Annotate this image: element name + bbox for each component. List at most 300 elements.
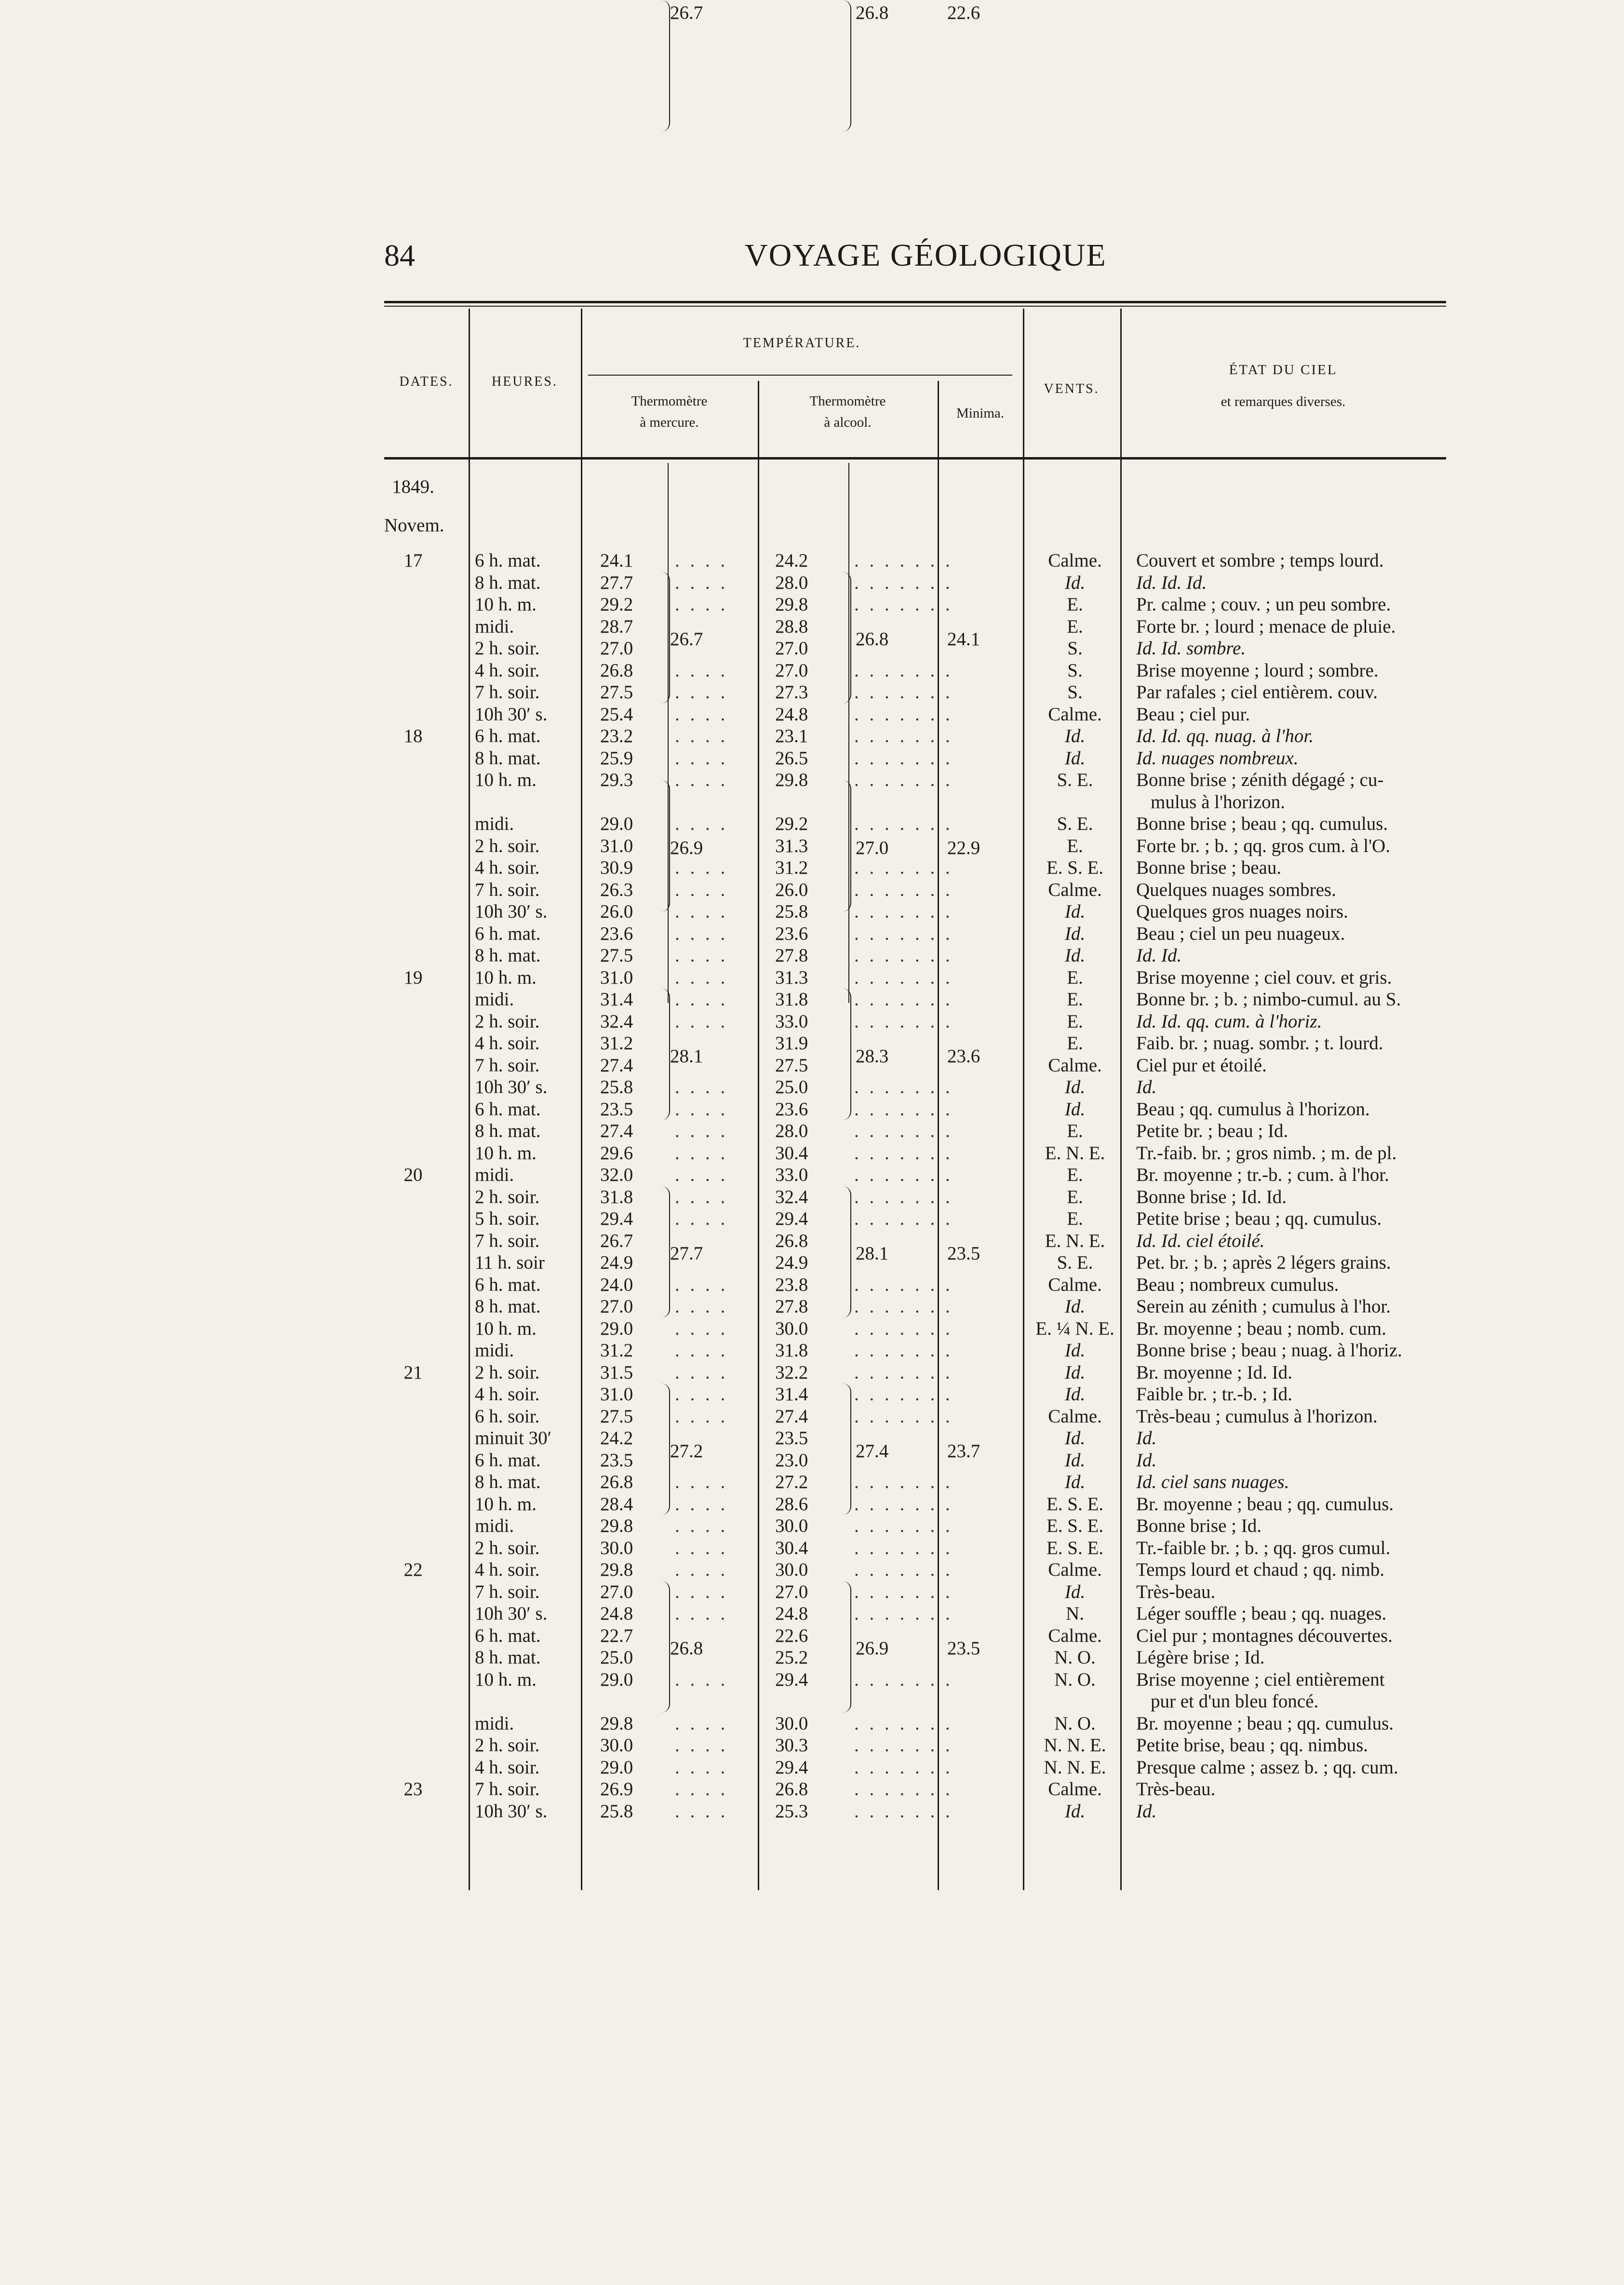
- cell: 7 h. soir.: [475, 1055, 540, 1076]
- leader-dots: . . . .: [675, 1340, 728, 1361]
- cell: midi.: [475, 1713, 514, 1734]
- leader-dots: . . . .: [675, 1472, 728, 1492]
- daily-mean-mercure: 26.8: [670, 1638, 703, 1659]
- cell: 25.0: [600, 1647, 633, 1668]
- cell: Calme.: [1048, 1625, 1102, 1646]
- cell: S.: [1067, 638, 1083, 659]
- brace: [843, 1186, 851, 1318]
- daily-mean-alcool: 28.1: [856, 1243, 889, 1264]
- cell: 25.8: [600, 1077, 633, 1097]
- cell: 24.1: [600, 550, 633, 571]
- leader-dots: . . . .: [675, 1515, 728, 1536]
- leader-dots: . . . .: [675, 813, 728, 834]
- cell: 26.5: [775, 747, 808, 769]
- cell: E.: [1067, 594, 1083, 615]
- cell: Br. moyenne ; tr.-b. ; cum. à l'hor.: [1136, 1164, 1389, 1185]
- cell: S. E.: [1057, 1252, 1093, 1273]
- cell: 31.4: [775, 1384, 808, 1405]
- cell: 33.0: [775, 1011, 808, 1032]
- leader-dots: . . . . . . .: [854, 813, 953, 834]
- leader-dots: . . . . . . .: [854, 1472, 953, 1492]
- leader-dots: . . . . . . .: [854, 1362, 953, 1383]
- cell: N.: [1066, 1603, 1084, 1624]
- cell: 8 h. mat.: [475, 572, 541, 593]
- leader-dots: . . . .: [675, 703, 728, 725]
- cell: midi.: [475, 1164, 514, 1185]
- header-vents: VENTS.: [1044, 381, 1100, 396]
- cell: 10 h. m.: [475, 967, 537, 988]
- cell: S.: [1067, 682, 1083, 703]
- cell: 4 h. soir.: [475, 660, 540, 681]
- cell: 7 h. soir.: [475, 1230, 540, 1251]
- cell: 6 h. mat.: [475, 1449, 541, 1471]
- header-minima: Minima.: [956, 406, 1005, 421]
- leader-dots: . . . .: [675, 1559, 728, 1580]
- brace: [843, 988, 851, 1120]
- leader-dots: . . . . . . .: [854, 572, 953, 593]
- cell: 6 h. mat.: [475, 1625, 541, 1646]
- cell: E.: [1067, 967, 1083, 988]
- cell: 22.6: [775, 1625, 808, 1646]
- leader-dots: . . . . . . .: [854, 923, 953, 944]
- daily-mean-minima: 23.5: [947, 1243, 980, 1264]
- cell: 32.0: [600, 1164, 633, 1185]
- cell: 24.2: [600, 1428, 633, 1448]
- cell: E.: [1067, 989, 1083, 1010]
- leader-dots: . . . . . . .: [854, 1186, 953, 1207]
- cell: 27.0: [600, 1296, 633, 1317]
- header-bottom-rule: [384, 457, 1446, 460]
- cell: 31.5: [600, 1362, 633, 1383]
- brace: [843, 572, 851, 703]
- cell: 26.3: [600, 879, 633, 900]
- cell: Tr.-faible br. ; b. ; qq. gros cumul.: [1136, 1537, 1391, 1558]
- cell: Calme.: [1048, 1274, 1102, 1295]
- cell: 29.2: [775, 813, 808, 834]
- cell: Id.: [1064, 726, 1086, 746]
- leader-dots: . . . . . . .: [854, 1011, 953, 1032]
- cell: 26.0: [775, 879, 808, 900]
- cell: 33.0: [775, 1164, 808, 1185]
- cell: Id.: [1136, 1077, 1157, 1097]
- daily-mean-minima: 22.9: [947, 837, 980, 858]
- cell: Id.: [1064, 1340, 1086, 1361]
- cell: 31.2: [600, 1340, 633, 1361]
- cell: 7 h. soir.: [475, 682, 540, 703]
- cell: Couvert et sombre ; temps lourd.: [1136, 550, 1384, 571]
- cell: E.: [1067, 1164, 1083, 1185]
- header-dates: DATES.: [399, 374, 454, 389]
- cell: 30.4: [775, 1142, 808, 1163]
- cell: 32.4: [775, 1186, 808, 1207]
- cell: Petite br. ; beau ; Id.: [1136, 1121, 1288, 1141]
- leader-dots: . . . .: [675, 1077, 728, 1097]
- cell: 23.5: [600, 1449, 633, 1471]
- cell: E.: [1067, 1011, 1083, 1032]
- cell: midi.: [475, 1340, 514, 1361]
- cell: 25.0: [775, 1077, 808, 1097]
- cell: E.: [1067, 1208, 1083, 1229]
- daily-mean-minima: 23.5: [947, 1638, 980, 1659]
- cell: 23.1: [775, 726, 808, 746]
- cell: 23.5: [600, 1098, 633, 1120]
- cell: Id. Id.: [1136, 945, 1182, 966]
- cell: Faib. br. ; nuag. sombr. ; t. lourd.: [1136, 1033, 1383, 1054]
- leader-dots: . . . .: [675, 594, 728, 615]
- cell: 10h 30′ s.: [475, 901, 548, 922]
- cell: 4 h. soir.: [475, 1757, 540, 1778]
- daily-mean-alcool: 26.9: [856, 1638, 889, 1659]
- leader-dots: . . . . . . .: [854, 1779, 953, 1799]
- leader-dots: . . . .: [675, 857, 728, 878]
- cell: Ciel pur ; montagnes découvertes.: [1136, 1625, 1393, 1646]
- leader-dots: . . . . . . .: [854, 1581, 953, 1602]
- cell: 11 h. soir: [475, 1252, 545, 1273]
- header-etat-du-ciel: ÉTAT DU CIEL et remarques diverses.: [1221, 362, 1346, 409]
- day-label: 20: [403, 1164, 423, 1185]
- cell: 2 h. soir.: [475, 1186, 540, 1207]
- cell: 29.8: [775, 594, 808, 615]
- cell: 6 h. mat.: [475, 1274, 541, 1295]
- cell: Id.: [1064, 1077, 1086, 1097]
- cell: Id.: [1064, 1472, 1086, 1492]
- cell: minuit 30′: [475, 1428, 552, 1448]
- leader-dots: . . . . . . .: [854, 1515, 953, 1536]
- top-rule-thin: [384, 306, 1446, 307]
- cell: 28.8: [775, 616, 808, 637]
- cell: 30.0: [775, 1713, 808, 1734]
- column-divider: [1023, 309, 1024, 1890]
- cell: 29.0: [600, 1757, 633, 1778]
- cell: Par rafales ; ciel entièrem. couv.: [1136, 682, 1378, 703]
- cell: Quelques gros nuages noirs.: [1136, 901, 1348, 922]
- leader-dots: . . . . . . .: [854, 989, 953, 1010]
- cell: S. E.: [1057, 770, 1093, 790]
- cell: 27.8: [775, 945, 808, 966]
- cell: Beau ; nombreux cumulus.: [1136, 1274, 1339, 1295]
- cell: Très-beau ; cumulus à l'horizon.: [1136, 1406, 1378, 1427]
- cell: midi.: [475, 989, 514, 1010]
- cell: Léger souffle ; beau ; qq. nuages.: [1136, 1603, 1387, 1624]
- cell: E.: [1067, 1186, 1083, 1207]
- cell: Bonne brise ; Id. Id.: [1136, 1186, 1287, 1207]
- column-divider: [758, 381, 759, 1890]
- column-divider: [581, 309, 582, 1890]
- cell: 24.8: [775, 703, 808, 725]
- cell: 29.8: [600, 1515, 633, 1536]
- cell: 30.0: [775, 1559, 808, 1580]
- cell: 27.0: [775, 660, 808, 681]
- leader-dots: . . . . . . .: [854, 1384, 953, 1405]
- cell: Brise moyenne ; ciel entièrement: [1136, 1669, 1385, 1690]
- cell: E. S. E.: [1046, 1493, 1104, 1514]
- cell: 29.3: [600, 770, 633, 790]
- cell: Id.: [1136, 1428, 1157, 1448]
- cell: 32.4: [600, 1011, 633, 1032]
- cell: 29.8: [600, 1713, 633, 1734]
- cell: 27.0: [775, 638, 808, 659]
- daily-mean-alcool: 26.8: [856, 629, 889, 650]
- column-divider-inner: [848, 463, 849, 1003]
- cell: Br. moyenne ; beau ; nomb. cum.: [1136, 1318, 1386, 1339]
- cell: Petite brise ; beau ; qq. cumulus.: [1136, 1208, 1382, 1229]
- cell: 29.0: [600, 1669, 633, 1690]
- leader-dots: . . . . . . .: [854, 1296, 953, 1317]
- cell: 24.2: [775, 550, 808, 571]
- cell: Bonne brise ; zénith dégagé ; cu-: [1136, 770, 1384, 790]
- leader-dots: . . . . . . .: [854, 1537, 953, 1558]
- column-divider-inner: [668, 463, 669, 1003]
- cell: 10 h. m.: [475, 1493, 537, 1514]
- leader-dots: . . . . . . .: [854, 682, 953, 703]
- cell: 28.4: [600, 1493, 633, 1514]
- cell: S.: [1067, 660, 1083, 681]
- leader-dots: . . . . . . .: [854, 857, 953, 878]
- running-title: VOYAGE GÉOLOGIQUE: [745, 238, 1107, 273]
- cell: 31.4: [600, 989, 633, 1010]
- leader-dots: . . . . . . .: [854, 1274, 953, 1295]
- leader-dots: . . . .: [675, 1098, 728, 1120]
- cell: 28.6: [775, 1493, 808, 1514]
- cell: 6 h. mat.: [475, 1098, 541, 1120]
- daily-mean-mercure: 27.2: [670, 1440, 703, 1461]
- leader-dots: . . . .: [675, 1274, 728, 1295]
- cell: 25.4: [600, 703, 633, 725]
- leader-dots: . . . . . . .: [854, 1559, 953, 1580]
- cell: Faible br. ; tr.-b. ; Id.: [1136, 1384, 1292, 1405]
- leader-dots: . . . . . . .: [854, 703, 953, 725]
- cell: Bonne br. ; b. ; nimbo-cumul. au S.: [1136, 989, 1401, 1010]
- cell: 8 h. mat.: [475, 1121, 541, 1141]
- cell: Très-beau.: [1136, 1581, 1216, 1602]
- cell: 26.9: [600, 1779, 633, 1799]
- cell: Calme.: [1048, 1055, 1102, 1076]
- cell: 27.0: [600, 1581, 633, 1602]
- cell: E. N. E.: [1045, 1230, 1105, 1251]
- cell: 8 h. mat.: [475, 1472, 541, 1492]
- cell: Id.: [1064, 923, 1086, 944]
- cell: 4 h. soir.: [475, 1559, 540, 1580]
- cell: 10 h. m.: [475, 1142, 537, 1163]
- daily-mean-alcool: 27.4: [856, 1440, 889, 1461]
- cell: Br. moyenne ; beau ; qq. cumulus.: [1136, 1493, 1394, 1514]
- cell: Bonne brise ; beau ; qq. cumulus.: [1136, 813, 1388, 834]
- cell: N. O.: [1054, 1669, 1096, 1690]
- cell: 2 h. soir.: [475, 1735, 540, 1756]
- leader-dots: . . . . . . .: [854, 1098, 953, 1120]
- cell: 27.7: [600, 572, 633, 593]
- cell: 10h 30′ s.: [475, 1603, 548, 1624]
- leader-dots: . . . .: [675, 1581, 728, 1602]
- leader-dots: . . . .: [675, 1779, 728, 1799]
- cell: 23.6: [775, 1098, 808, 1120]
- leader-dots: . . . .: [675, 1362, 728, 1383]
- cell: Id.: [1064, 747, 1086, 769]
- cell: E. N. E.: [1045, 1142, 1105, 1163]
- header-thermometre-alcool: Thermomètre à alcool.: [809, 393, 886, 430]
- cell: Id.: [1064, 1362, 1086, 1383]
- leader-dots: . . . .: [675, 989, 728, 1010]
- leader-dots: . . . . . . .: [854, 1406, 953, 1427]
- cell: E. ¼ N. E.: [1035, 1318, 1114, 1339]
- leader-dots: . . . .: [675, 967, 728, 988]
- cell: Beau ; ciel un peu nuageux.: [1136, 923, 1345, 944]
- brace: [661, 988, 670, 1120]
- leader-dots: . . . .: [675, 1011, 728, 1032]
- leader-dots: . . . .: [675, 1318, 728, 1339]
- cell: N. N. E.: [1044, 1757, 1106, 1778]
- cell: 10 h. m.: [475, 594, 537, 615]
- month-label: Novem.: [384, 515, 444, 536]
- cell: Id. nuages nombreux.: [1136, 747, 1299, 769]
- cell: 6 h. soir.: [475, 1406, 540, 1427]
- cell: 2 h. soir.: [475, 1537, 540, 1558]
- day-label: 17: [403, 550, 423, 571]
- cell: Id.: [1064, 1296, 1086, 1317]
- leader-dots: . . . .: [675, 572, 728, 593]
- leader-dots: . . . . . . .: [854, 1713, 953, 1734]
- cell: Id.: [1064, 572, 1086, 593]
- cell: Calme.: [1048, 1779, 1102, 1799]
- cell: 30.0: [600, 1537, 633, 1558]
- cell: Très-beau.: [1136, 1779, 1216, 1799]
- header-thermometre-mercure: Thermomètre à mercure.: [631, 393, 708, 430]
- leader-dots: . . . .: [675, 1713, 728, 1734]
- daily-mean-mercure: 26.7: [670, 2, 703, 23]
- cell: 27.0: [600, 638, 633, 659]
- cell: 25.8: [775, 901, 808, 922]
- cell: Id.: [1064, 1449, 1086, 1471]
- cell: 10h 30′ s.: [475, 703, 548, 725]
- cell: Brise moyenne ; ciel couv. et gris.: [1136, 967, 1392, 988]
- cell: 26.8: [775, 1779, 808, 1799]
- cell: N. O.: [1054, 1647, 1096, 1668]
- leader-dots: . . . .: [675, 1493, 728, 1514]
- cell: 10 h. m.: [475, 1318, 537, 1339]
- cell: 10h 30′ s.: [475, 1077, 548, 1097]
- leader-dots: . . . .: [675, 923, 728, 944]
- cell: 29.4: [775, 1757, 808, 1778]
- cell: 27.0: [775, 1581, 808, 1602]
- leader-dots: . . . .: [675, 550, 728, 571]
- cell: Id.: [1136, 1800, 1157, 1822]
- cell: 29.4: [600, 1208, 633, 1229]
- cell: 8 h. mat.: [475, 1647, 541, 1668]
- daily-mean-alcool: 26.8: [856, 2, 889, 23]
- cell: 27.8: [775, 1296, 808, 1317]
- cell: 23.2: [600, 726, 633, 746]
- brace: [661, 1581, 670, 1713]
- cell: 31.3: [775, 835, 808, 856]
- cell: 31.8: [600, 1186, 633, 1207]
- daily-mean-mercure: 26.9: [670, 837, 703, 858]
- daily-mean-minima: 22.6: [947, 2, 980, 23]
- cell: E.: [1067, 1033, 1083, 1054]
- cell: 23.5: [775, 1428, 808, 1448]
- cell: Ciel pur et étoilé.: [1136, 1055, 1267, 1076]
- cell: 27.3: [775, 682, 808, 703]
- cell-continuation: mulus à l'horizon.: [1151, 791, 1285, 812]
- cell: 30.4: [775, 1537, 808, 1558]
- day-label: 21: [403, 1362, 423, 1383]
- brace: [661, 1383, 670, 1515]
- cell: N. O.: [1054, 1713, 1096, 1734]
- leader-dots: . . . .: [675, 901, 728, 922]
- cell: 31.0: [600, 835, 633, 856]
- cell: 29.0: [600, 1318, 633, 1339]
- cell: Id.: [1064, 1800, 1086, 1822]
- leader-dots: . . . . . . .: [854, 1800, 953, 1822]
- cell: Id. Id. qq. cum. à l'horiz.: [1136, 1011, 1322, 1032]
- cell: 30.9: [600, 857, 633, 878]
- cell: E.: [1067, 835, 1083, 856]
- day-label: 18: [403, 726, 423, 746]
- leader-dots: . . . .: [675, 945, 728, 966]
- cell: 29.6: [600, 1142, 633, 1163]
- cell: E. S. E.: [1046, 1515, 1104, 1536]
- cell: 6 h. mat.: [475, 726, 541, 746]
- cell: 24.9: [775, 1252, 808, 1273]
- cell: 2 h. soir.: [475, 638, 540, 659]
- day-label: 22: [403, 1559, 423, 1580]
- cell: 29.4: [775, 1669, 808, 1690]
- cell: 28.0: [775, 572, 808, 593]
- cell: E.: [1067, 616, 1083, 637]
- cell: Br. moyenne ; beau ; qq. cumulus.: [1136, 1713, 1394, 1734]
- leader-dots: . . . . . . .: [854, 1735, 953, 1756]
- cell: 29.4: [775, 1208, 808, 1229]
- leader-dots: . . . . . . .: [854, 770, 953, 790]
- cell: 6 h. mat.: [475, 923, 541, 944]
- cell: 25.9: [600, 747, 633, 769]
- cell: Id.: [1064, 945, 1086, 966]
- cell: 24.9: [600, 1252, 633, 1273]
- cell: Id.: [1064, 1384, 1086, 1405]
- cell: 2 h. soir.: [475, 835, 540, 856]
- cell: 10 h. m.: [475, 770, 537, 790]
- cell: 25.8: [600, 1800, 633, 1822]
- leader-dots: . . . .: [675, 747, 728, 769]
- cell: 31.9: [775, 1033, 808, 1054]
- cell: 30.0: [775, 1515, 808, 1536]
- cell: 25.2: [775, 1647, 808, 1668]
- cell: 23.0: [775, 1449, 808, 1471]
- leader-dots: . . . .: [675, 1735, 728, 1756]
- leader-dots: . . . .: [675, 1164, 728, 1185]
- cell: 30.3: [775, 1735, 808, 1756]
- cell: 29.8: [600, 1559, 633, 1580]
- cell: 31.2: [600, 1033, 633, 1054]
- cell: Id. ciel sans nuages.: [1136, 1472, 1289, 1492]
- leader-dots: . . . . . . .: [854, 1208, 953, 1229]
- cell: 28.0: [775, 1121, 808, 1141]
- cell: Serein au zénith ; cumulus à l'hor.: [1136, 1296, 1391, 1317]
- cell: Beau ; ciel pur.: [1136, 703, 1250, 725]
- cell: Calme.: [1048, 1406, 1102, 1427]
- cell: 8 h. mat.: [475, 945, 541, 966]
- leader-dots: . . . . . . .: [854, 594, 953, 615]
- cell: Calme.: [1048, 703, 1102, 725]
- cell: 8 h. mat.: [475, 747, 541, 769]
- cell-continuation: pur et d'un bleu foncé.: [1151, 1691, 1319, 1712]
- leader-dots: . . . .: [675, 1406, 728, 1427]
- cell: midi.: [475, 813, 514, 834]
- daily-mean-minima: 23.6: [947, 1045, 980, 1067]
- cell: Forte br. ; lourd ; menace de pluie.: [1136, 616, 1396, 637]
- column-divider: [469, 309, 470, 1890]
- day-label: 23: [403, 1779, 423, 1799]
- cell: 28.7: [600, 616, 633, 637]
